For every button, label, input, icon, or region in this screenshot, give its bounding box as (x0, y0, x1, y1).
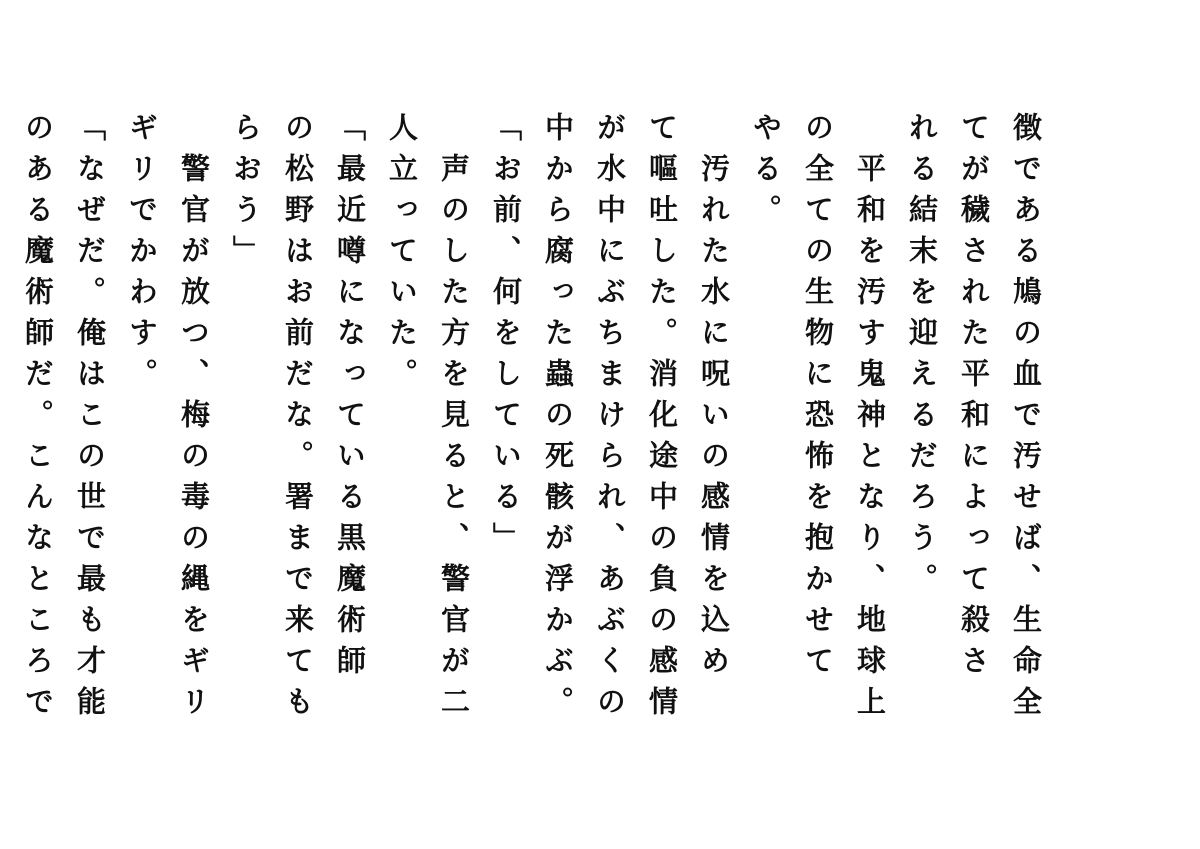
text-line: 「お前、何をしている」 (489, 112, 523, 563)
text-line: 「最近噂になっている黒魔術師 (333, 112, 367, 686)
text-line: が水中にぶちまけられ、あぶくの (593, 112, 627, 727)
vertical-text-body (12, 112, 1052, 732)
text-line: 平和を汚す鬼神となり、地球上 (853, 112, 887, 727)
text-line: の全ての生物に恐怖を抱かせて (801, 112, 835, 686)
text-line: 徴である鳩の血で汚せば、生命全 (1009, 112, 1043, 727)
text-line: らおう」 (229, 112, 263, 276)
text-line: 声のした方を見ると、警官が二 (437, 112, 471, 727)
text-line: ギリでかわす。 (125, 112, 159, 399)
text-line: 人立っていた。 (385, 112, 419, 399)
text-line: 汚れた水に呪いの感情を込め (697, 112, 731, 686)
text-line: 「なぜだ。俺はこの世で最も才能 (73, 112, 107, 727)
text-line: やる。 (749, 112, 783, 235)
text-line: 中から腐った蟲の死骸が浮かぶ。 (541, 112, 575, 727)
text-line: て嘔吐した。消化途中の負の感情 (645, 112, 679, 727)
text-line: てが穢された平和によって殺さ (957, 112, 991, 686)
text-line: 警官が放つ、梅の毒の縄をギリ (177, 112, 211, 727)
text-line: のある魔術師だ。こんなところで (21, 112, 55, 727)
text-line: の松野はお前だな。署まで来ても (281, 112, 315, 727)
text-line: れる結末を迎えるだろう。 (905, 112, 939, 604)
